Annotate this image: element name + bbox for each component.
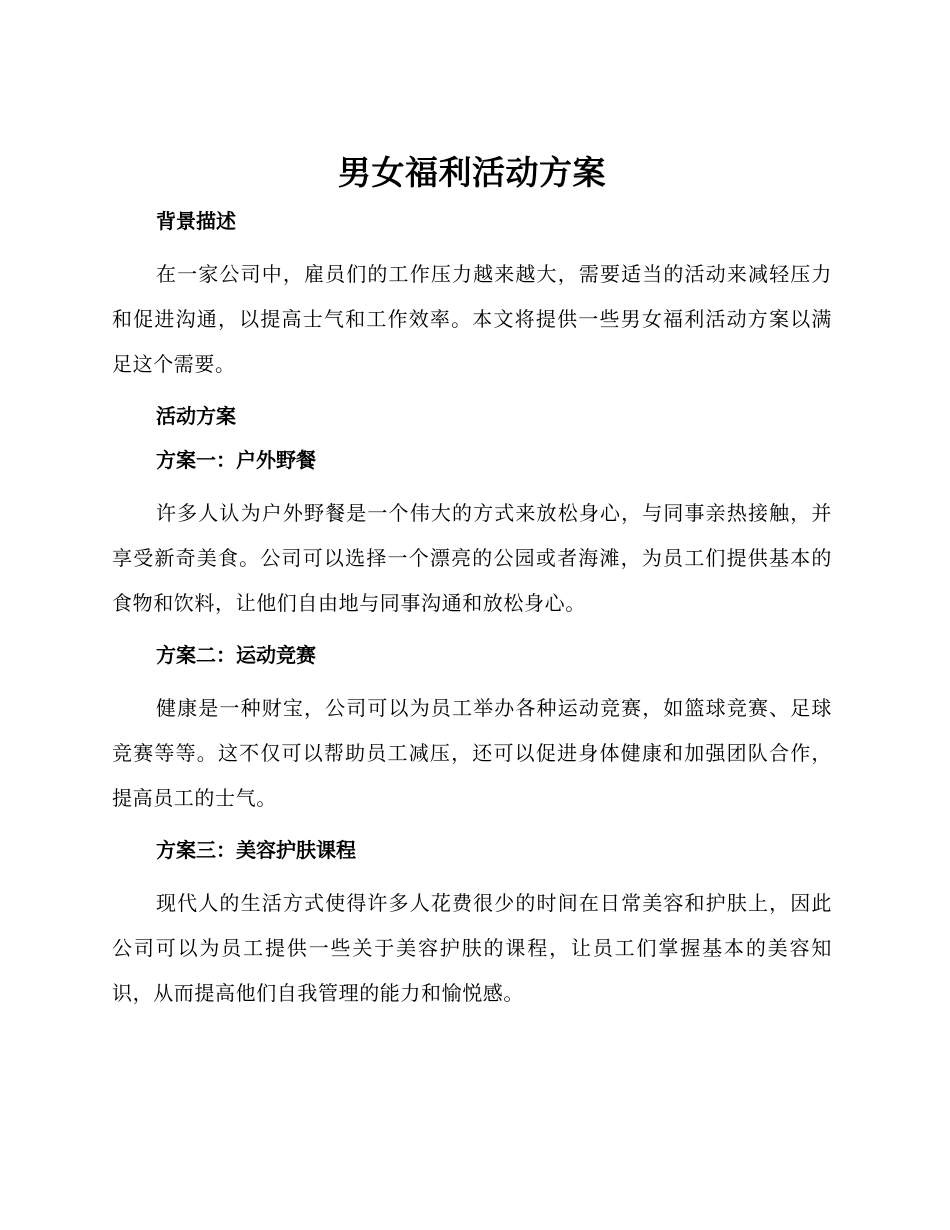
document-page (112, 150, 832, 1016)
paragraph-plan-one: 许多人认为户外野餐是一个伟大的方式来放松身心，与同事亲热接触，并享受新奇美食。公司可以选择一个漂亮的公园或者海滩，为员工们提供基本的食物和饮料，让他们自由地与同事沟通和放松身心。 (112, 501, 832, 615)
paragraph-plan-two: 健康是一种财宝，公司可以为员工举办各种运动竞赛，如篮球竞赛、足球竞赛等等。这不仅可以帮助员工减压，还可以促进身体健康和加强团队合作，提高员工的士气。 (112, 696, 832, 810)
heading-plan-three: 方案三：美容护肤课程 (156, 838, 356, 862)
document-title: 男女福利活动方案 (338, 153, 606, 192)
paragraph-background: 在一家公司中，雇员们的工作压力越来越大，需要适当的活动来减轻压力和促进沟通，以提高士气和工作效率。本文将提供一些男女福利活动方案以满足这个需要。 (112, 262, 832, 376)
heading-activity-plans: 活动方案 (156, 404, 236, 428)
heading-background: 背景描述 (156, 209, 236, 233)
heading-plan-one: 方案一：户外野餐 (156, 448, 316, 472)
paragraph-plan-three: 现代人的生活方式使得许多人花费很少的时间在日常美容和护肤上，因此公司可以为员工提供一些关于美容护肤的课程，让员工们掌握基本的美容知识，从而提高他们自我管理的能力和愉悦感。 (112, 891, 832, 1005)
heading-plan-two: 方案二：运动竞赛 (156, 643, 316, 667)
